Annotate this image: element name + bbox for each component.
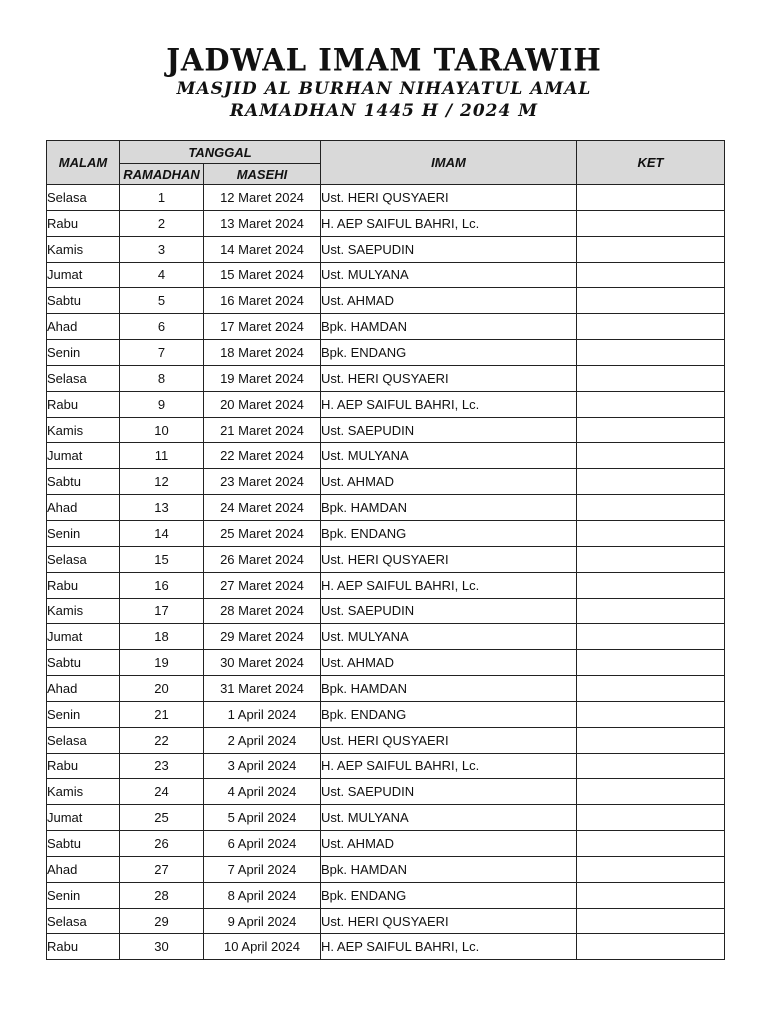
cell-imam: Ust. HERI QUSYAERI [321,546,577,572]
cell-ramadhan: 19 [120,650,204,676]
cell-ket [577,805,725,831]
cell-masehi: 18 Maret 2024 [204,340,321,366]
column-header-tanggal: TANGGAL [120,141,321,164]
cell-ramadhan: 16 [120,572,204,598]
cell-ket [577,314,725,340]
cell-ramadhan: 6 [120,314,204,340]
cell-masehi: 16 Maret 2024 [204,288,321,314]
cell-masehi: 24 Maret 2024 [204,495,321,521]
cell-ramadhan: 13 [120,495,204,521]
cell-malam: Ahad [47,676,120,702]
cell-masehi: 19 Maret 2024 [204,365,321,391]
cell-masehi: 8 April 2024 [204,882,321,908]
table-row [47,520,725,546]
cell-malam: Selasa [47,727,120,753]
cell-malam: Selasa [47,908,120,934]
table-row [47,908,725,934]
cell-ket [577,598,725,624]
cell-masehi: 3 April 2024 [204,753,321,779]
table-row [47,727,725,753]
cell-malam: Senin [47,520,120,546]
table-row [47,598,725,624]
cell-ket [577,856,725,882]
table-row [47,856,725,882]
cell-imam: Ust. SAEPUDIN [321,779,577,805]
cell-ramadhan: 28 [120,882,204,908]
table-row [47,572,725,598]
cell-masehi: 14 Maret 2024 [204,236,321,262]
cell-ket [577,882,725,908]
table-row [47,391,725,417]
cell-ket [577,443,725,469]
cell-ramadhan: 9 [120,391,204,417]
column-header-malam: MALAM [47,141,120,185]
cell-ket [577,520,725,546]
cell-imam: Ust. HERI QUSYAERI [321,365,577,391]
cell-ramadhan: 30 [120,934,204,960]
cell-ket [577,676,725,702]
table-row [47,365,725,391]
cell-malam: Sabtu [47,831,120,857]
cell-imam: Bpk. ENDANG [321,520,577,546]
cell-malam: Senin [47,340,120,366]
cell-ramadhan: 25 [120,805,204,831]
cell-malam: Selasa [47,185,120,211]
cell-ket [577,779,725,805]
cell-malam: Rabu [47,391,120,417]
cell-imam: Ust. HERI QUSYAERI [321,727,577,753]
cell-ramadhan: 23 [120,753,204,779]
cell-imam: H. AEP SAIFUL BAHRI, Lc. [321,391,577,417]
cell-masehi: 26 Maret 2024 [204,546,321,572]
cell-ramadhan: 3 [120,236,204,262]
cell-ket [577,469,725,495]
table-row [47,882,725,908]
cell-ramadhan: 5 [120,288,204,314]
cell-malam: Sabtu [47,288,120,314]
cell-ket [577,495,725,521]
cell-malam: Senin [47,701,120,727]
table-row [47,701,725,727]
cell-ramadhan: 27 [120,856,204,882]
page-subtitle: MASJID AL BURHAN NIHAYATUL AMAL [176,79,592,99]
cell-masehi: 2 April 2024 [204,727,321,753]
cell-masehi: 6 April 2024 [204,831,321,857]
cell-ramadhan: 24 [120,779,204,805]
cell-masehi: 21 Maret 2024 [204,417,321,443]
cell-ket [577,727,725,753]
column-header-masehi: MASEHI [204,164,321,185]
table-row [47,262,725,288]
table-row [47,779,725,805]
cell-imam: Ust. AHMAD [321,288,577,314]
cell-masehi: 20 Maret 2024 [204,391,321,417]
cell-malam: Rabu [47,753,120,779]
cell-ramadhan: 1 [120,185,204,211]
cell-ramadhan: 15 [120,546,204,572]
cell-masehi: 27 Maret 2024 [204,572,321,598]
table-row [47,417,725,443]
page-title: JADWAL IMAM TARAWIH [166,42,602,78]
cell-ket [577,391,725,417]
cell-masehi: 29 Maret 2024 [204,624,321,650]
cell-malam: Kamis [47,236,120,262]
schedule-table-header [47,141,725,185]
cell-imam: Bpk. ENDANG [321,701,577,727]
cell-malam: Rabu [47,572,120,598]
cell-imam: H. AEP SAIFUL BAHRI, Lc. [321,572,577,598]
cell-malam: Rabu [47,210,120,236]
cell-imam: Ust. SAEPUDIN [321,598,577,624]
cell-ket [577,288,725,314]
table-row [47,469,725,495]
table-row [47,831,725,857]
cell-imam: Ust. HERI QUSYAERI [321,185,577,211]
table-row [47,236,725,262]
cell-imam: Ust. SAEPUDIN [321,236,577,262]
cell-imam: H. AEP SAIFUL BAHRI, Lc. [321,753,577,779]
schedule-table [46,140,725,960]
cell-malam: Ahad [47,856,120,882]
cell-ket [577,546,725,572]
table-row [47,546,725,572]
cell-masehi: 4 April 2024 [204,779,321,805]
cell-imam: Bpk. HAMDAN [321,856,577,882]
cell-ket [577,650,725,676]
table-row [47,288,725,314]
table-row [47,185,725,211]
cell-masehi: 31 Maret 2024 [204,676,321,702]
cell-ket [577,417,725,443]
cell-imam: Bpk. ENDANG [321,882,577,908]
cell-malam: Selasa [47,546,120,572]
cell-ket [577,262,725,288]
cell-malam: Jumat [47,443,120,469]
cell-ramadhan: 11 [120,443,204,469]
cell-imam: Ust. MULYANA [321,624,577,650]
table-row [47,340,725,366]
table-row [47,805,725,831]
cell-ket [577,236,725,262]
cell-imam: H. AEP SAIFUL BAHRI, Lc. [321,210,577,236]
table-row [47,676,725,702]
cell-masehi: 23 Maret 2024 [204,469,321,495]
column-header-ramadhan: RAMADHAN [120,164,204,185]
cell-ramadhan: 4 [120,262,204,288]
cell-masehi: 28 Maret 2024 [204,598,321,624]
cell-imam: Ust. HERI QUSYAERI [321,908,577,934]
cell-ramadhan: 12 [120,469,204,495]
cell-masehi: 30 Maret 2024 [204,650,321,676]
cell-malam: Sabtu [47,650,120,676]
cell-ramadhan: 2 [120,210,204,236]
column-header-imam: IMAM [321,141,577,185]
cell-malam: Selasa [47,365,120,391]
cell-imam: Ust. MULYANA [321,805,577,831]
table-row [47,934,725,960]
table-row [47,443,725,469]
schedule-table-body [47,185,725,960]
cell-imam: Ust. AHMAD [321,831,577,857]
cell-ket [577,701,725,727]
cell-ket [577,365,725,391]
cell-ramadhan: 8 [120,365,204,391]
table-row [47,495,725,521]
cell-masehi: 9 April 2024 [204,908,321,934]
cell-malam: Kamis [47,779,120,805]
table-row [47,314,725,340]
cell-masehi: 17 Maret 2024 [204,314,321,340]
table-row [47,753,725,779]
cell-malam: Sabtu [47,469,120,495]
cell-imam: Ust. MULYANA [321,443,577,469]
cell-malam: Jumat [47,262,120,288]
cell-ramadhan: 22 [120,727,204,753]
cell-ramadhan: 14 [120,520,204,546]
page-subtitle-period: RAMADHAN 1445 H / 2024 M [229,101,539,121]
cell-masehi: 12 Maret 2024 [204,185,321,211]
cell-masehi: 7 April 2024 [204,856,321,882]
cell-imam: Bpk. HAMDAN [321,676,577,702]
table-row [47,210,725,236]
cell-malam: Kamis [47,598,120,624]
cell-imam: Bpk. HAMDAN [321,495,577,521]
cell-malam: Kamis [47,417,120,443]
cell-malam: Rabu [47,934,120,960]
cell-ramadhan: 18 [120,624,204,650]
cell-imam: Ust. AHMAD [321,650,577,676]
table-row [47,624,725,650]
cell-malam: Ahad [47,495,120,521]
column-header-ket: KET [577,141,725,185]
cell-ramadhan: 10 [120,417,204,443]
cell-ket [577,210,725,236]
cell-ket [577,908,725,934]
cell-masehi: 25 Maret 2024 [204,520,321,546]
cell-malam: Senin [47,882,120,908]
cell-ket [577,753,725,779]
cell-imam: Bpk. HAMDAN [321,314,577,340]
cell-masehi: 10 April 2024 [204,934,321,960]
cell-malam: Jumat [47,805,120,831]
cell-masehi: 1 April 2024 [204,701,321,727]
cell-masehi: 22 Maret 2024 [204,443,321,469]
cell-ramadhan: 17 [120,598,204,624]
cell-ket [577,624,725,650]
cell-ket [577,934,725,960]
cell-imam: H. AEP SAIFUL BAHRI, Lc. [321,934,577,960]
cell-masehi: 13 Maret 2024 [204,210,321,236]
cell-ramadhan: 29 [120,908,204,934]
cell-masehi: 15 Maret 2024 [204,262,321,288]
cell-ramadhan: 21 [120,701,204,727]
cell-ramadhan: 7 [120,340,204,366]
cell-ket [577,831,725,857]
cell-masehi: 5 April 2024 [204,805,321,831]
cell-ket [577,572,725,598]
cell-malam: Ahad [47,314,120,340]
cell-imam: Ust. MULYANA [321,262,577,288]
table-row [47,650,725,676]
cell-ramadhan: 20 [120,676,204,702]
cell-ket [577,340,725,366]
cell-imam: Bpk. ENDANG [321,340,577,366]
cell-imam: Ust. SAEPUDIN [321,417,577,443]
cell-ket [577,185,725,211]
cell-malam: Jumat [47,624,120,650]
cell-imam: Ust. AHMAD [321,469,577,495]
cell-ramadhan: 26 [120,831,204,857]
